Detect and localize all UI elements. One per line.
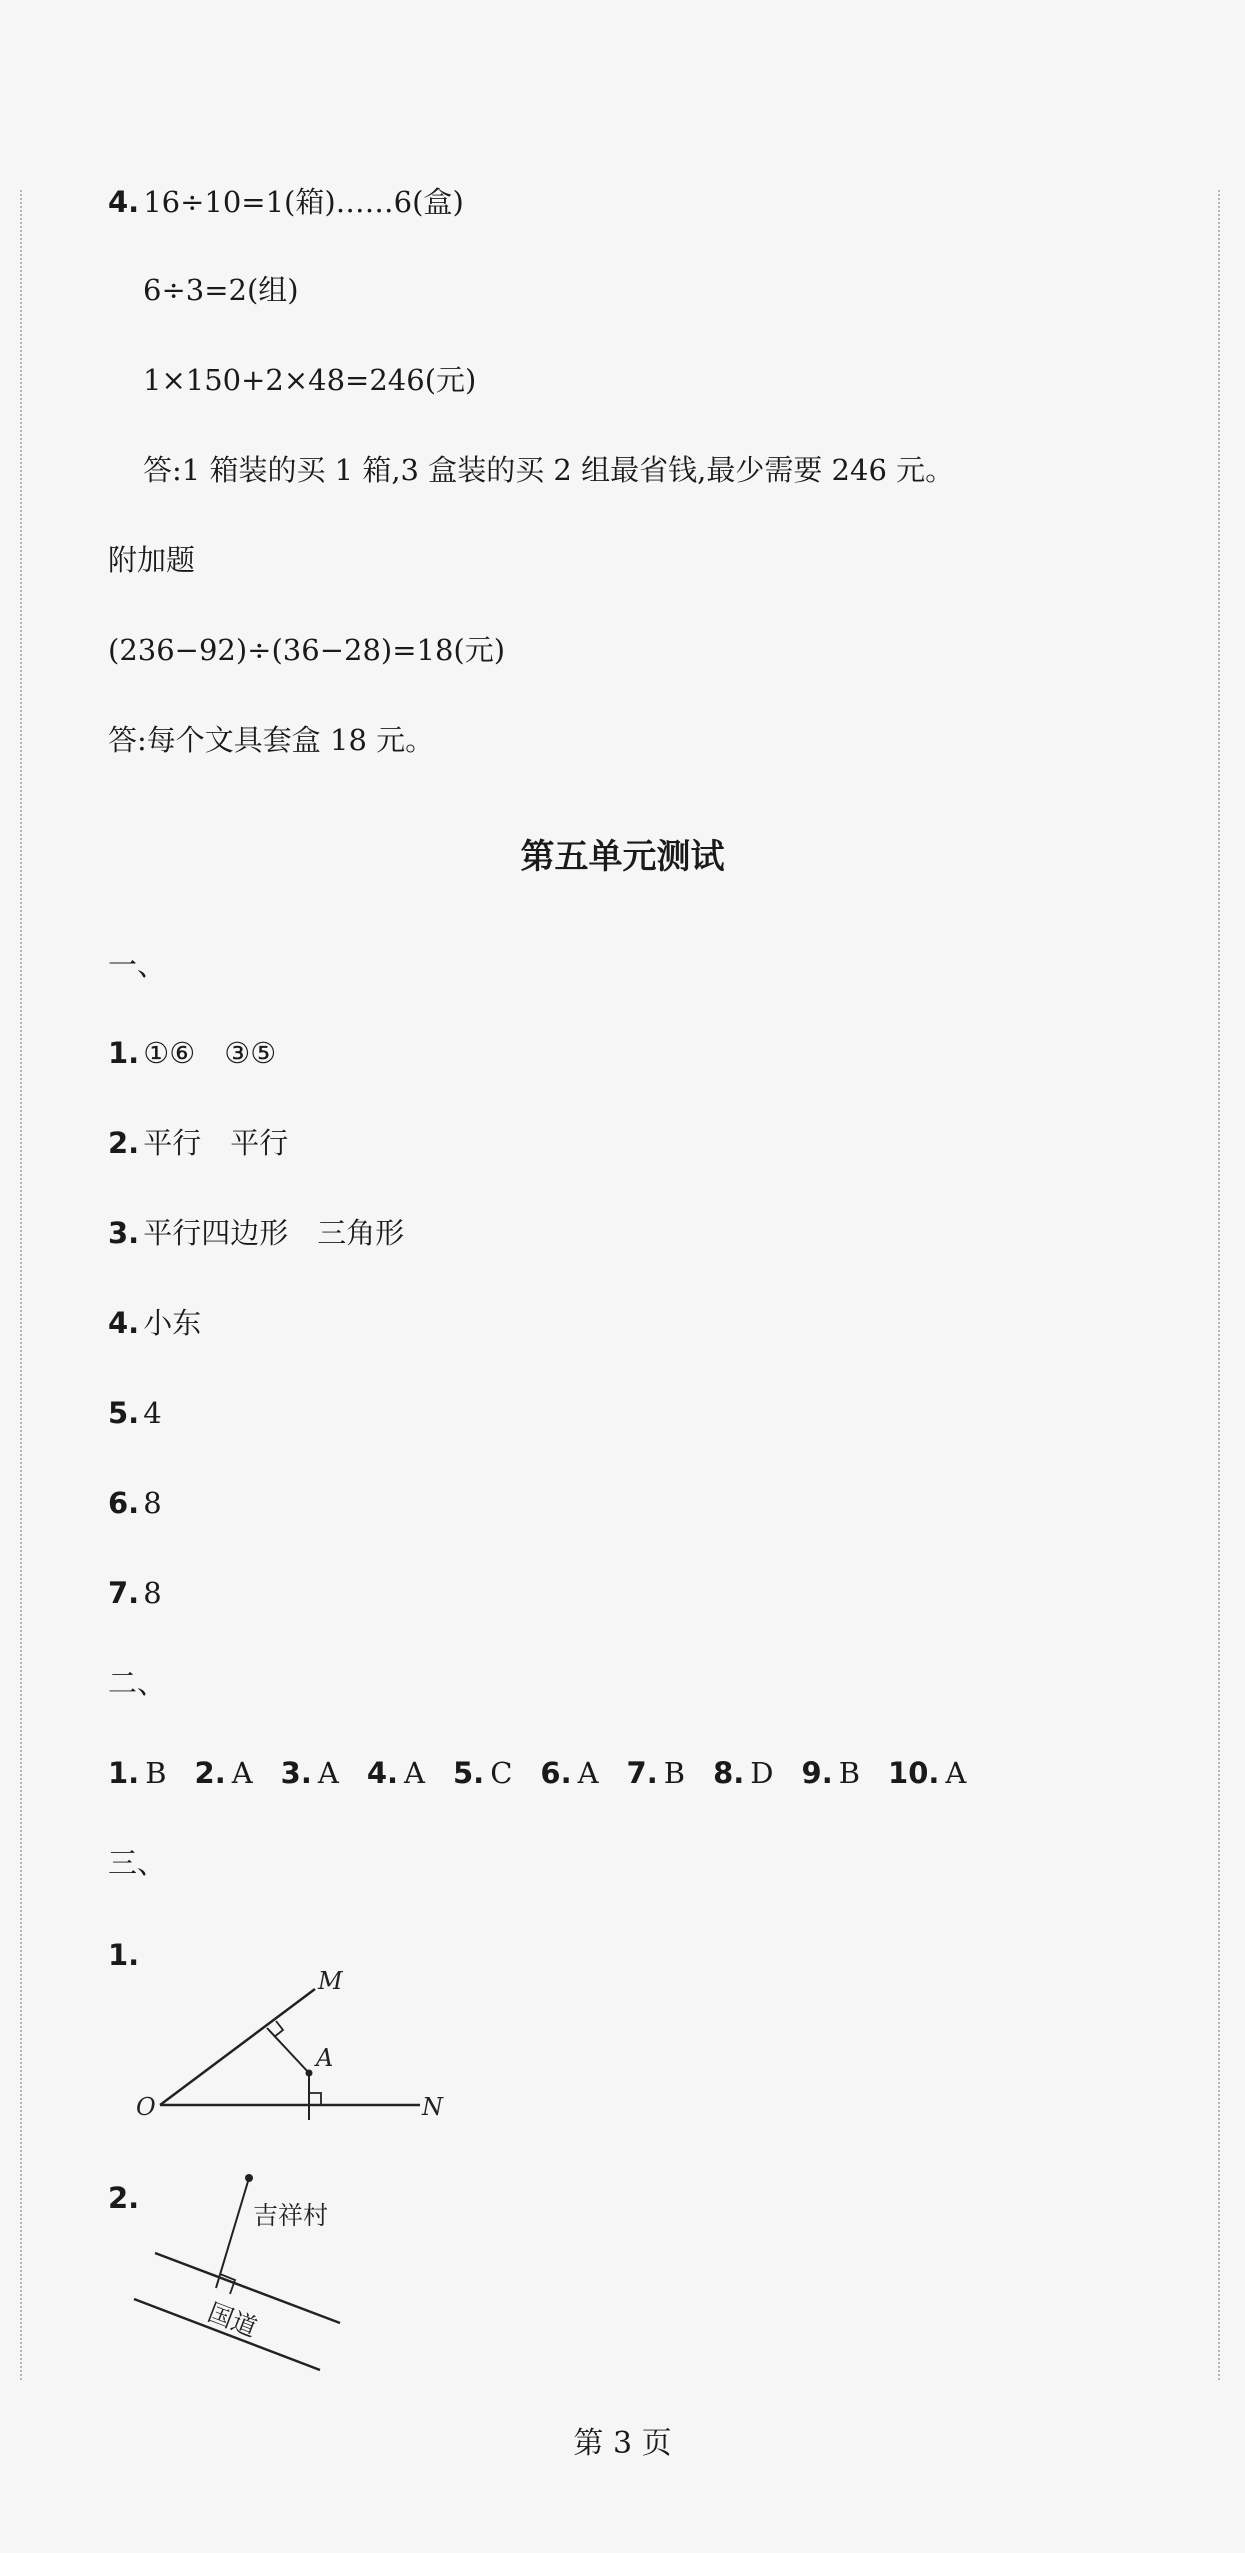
unit-title: 第五单元测试 <box>520 837 725 877</box>
mc-answer: 4. A <box>366 1756 425 1790</box>
village-label: 吉祥村 <box>253 2201 329 2230</box>
bonus-heading: 附加题 <box>108 543 196 577</box>
point-a <box>306 2070 313 2077</box>
mc-answer: 3. A <box>280 1756 339 1790</box>
label-a: A <box>316 2044 334 2072</box>
part1-item-1: 1. ①⑥ ③⑤ <box>108 1036 277 1070</box>
mc-answer: 6. A <box>540 1756 599 1790</box>
mc-answer: 7. B <box>626 1756 686 1790</box>
label-m: M <box>318 1967 343 1995</box>
part1-item-2: 2. 平行 平行 <box>108 1126 289 1160</box>
fig1-number: 1. <box>108 1938 140 1972</box>
part1-item-5: 5. 4 <box>108 1396 162 1430</box>
part1-item-7: 7. 8 <box>108 1576 162 1610</box>
part3-heading: 三、 <box>108 1846 167 1880</box>
mc-answer: 5. C <box>452 1756 513 1790</box>
mc-answer: 10. A <box>888 1756 967 1790</box>
label-o: O <box>136 2093 156 2121</box>
road-label: 国道 <box>203 2297 261 2343</box>
mc-answer: 8. D <box>713 1756 774 1790</box>
perpendicular-to-om <box>267 2028 309 2073</box>
fig2-number: 2. <box>108 2181 140 2215</box>
ray-om <box>160 1989 315 2105</box>
label-n: N <box>422 2093 443 2121</box>
part2-answers <box>108 1753 994 1793</box>
right-margin-dashes <box>1218 190 1220 2380</box>
mc-answer: 2. A <box>194 1756 253 1790</box>
bonus-answer: 答:每个文具套盒 18 元。 <box>108 723 435 757</box>
angle-perpendicular-figure <box>120 1925 480 2130</box>
problem4-line2: 6÷3=2(组) <box>143 273 299 307</box>
left-margin-dashes <box>20 190 22 2380</box>
right-angle-mark <box>274 2021 283 2037</box>
part1-item-4: 4. 小东 <box>108 1306 202 1340</box>
right-angle-mark <box>309 2093 321 2105</box>
shortest-path-line <box>216 2178 249 2288</box>
problem4-line1: 4. 16÷10=1(箱)……6(盒) <box>108 185 464 219</box>
village-road-figure <box>120 2165 360 2390</box>
part1-item-6: 6. 8 <box>108 1486 162 1520</box>
part1-heading: 一、 <box>108 948 167 982</box>
problem-number: 4. <box>108 185 140 219</box>
page-number: 第 3 页 <box>573 2426 672 2461</box>
right-angle-mark <box>220 2274 235 2294</box>
mc-answer: 1. B <box>108 1756 167 1790</box>
problem4-answer: 答:1 箱装的买 1 箱,3 盒装的买 2 组最省钱,最少需要 246 元。 <box>143 453 955 487</box>
mc-answer: 9. B <box>801 1756 861 1790</box>
part2-heading: 二、 <box>108 1666 167 1700</box>
problem4-line3: 1×150+2×48=246(元) <box>143 363 477 397</box>
bonus-line1: (236−92)÷(36−28)=18(元) <box>108 633 506 667</box>
part1-item-3: 3. 平行四边形 三角形 <box>108 1216 405 1250</box>
village-point <box>245 2174 253 2182</box>
